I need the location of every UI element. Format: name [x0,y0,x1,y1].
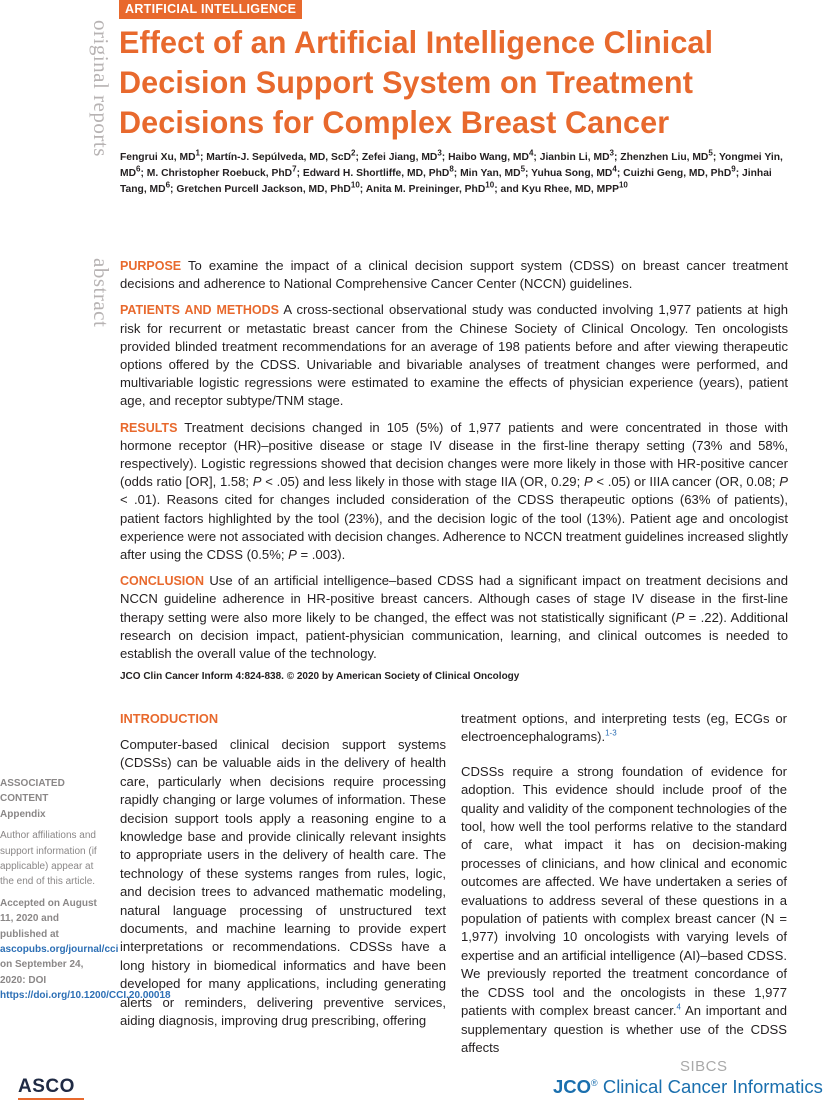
author-name: Kyu Rhee, MD, MPP$^{10}$ [521,180,628,195]
results-text-8: = .003). [296,547,346,563]
abstract-purpose [120,257,788,293]
author-name: Jinhai Tang, $MD^6$; [120,168,772,195]
asco-logo [18,1076,84,1100]
author-affiliation: 5 [520,164,526,174]
author-name: Haibo Wang, $MD^4$; [448,148,537,163]
watermark: SIBCS [680,1058,728,1075]
abstract-conclusion [120,572,788,663]
results-text-4: < .05) or IIIA cancer (OR, 0.08; [592,474,780,490]
abstract-methods [120,301,788,410]
author-name: Yongmei Yin, $MD^6$; [120,152,783,179]
journal-logo [553,1076,823,1098]
author-name: M. Christopher Roebuck, PhD$^7$; [146,164,300,179]
appendix-note: Author affiliations and support information (if applicable) appear at the end of this article. [0,830,97,888]
introduction-heading: INTRODUCTION [120,711,219,726]
author-name: Jianbin Li, $MD^3$; [539,148,618,163]
p-symbol: P [779,474,789,490]
journal-abbrev: JCO [553,1076,592,1097]
author-affiliation: 7 [292,164,297,174]
registered-icon: ® [591,1077,598,1088]
accepted-text: Accepted on August 11, 2020 and published at [0,897,97,940]
methods-label: PATIENTS AND METHODS [120,303,279,318]
abstract [120,257,788,671]
purpose-text: To examine the impact of a clinical decision support system (CDSS) on breast cancer treatment decisions and adherence to National Comprehensive Cancer Center (NCCN) guidelines. [120,258,788,292]
author-affiliation: 1 [195,148,200,158]
appendix-link[interactable]: Appendix [0,808,46,820]
purpose-label: PURPOSE [120,259,182,273]
reference-link[interactable]: 1-3 [605,729,617,739]
intro-paragraph-2-tail: An important and supplementary question is whether use of the CDSS affects [461,1003,787,1055]
author-conjunction: and [500,184,522,195]
author-name: Min Yan, $MD^5$; [460,164,529,179]
author-affiliation: 4 [528,148,534,158]
author-name: Gretchen Purcell Jackson, MD, PhD$^{10}$; [176,180,364,195]
author-affiliation: 4 [612,164,617,174]
conclusion-label: CONCLUSION [120,574,205,589]
author-affiliation: 3 [437,148,442,158]
p-symbol: P [583,474,593,490]
author-name: Edward H. Shortliffe, MD, PhD$^8$; [302,164,458,179]
author-affiliation: 9 [731,164,736,174]
author-list [120,150,788,198]
vertical-label-abstract: abstract [89,258,113,328]
intro-paragraph-2 [461,763,787,1058]
author-affiliation: 2 [351,148,356,158]
results-text-0: Treatment decisions changed in 105 (5%) of 1,977 patients and were concentrated in those with hormone receptor (HR)–positive disease or stage IV disease in the first-line therapy setting (73% and 58%, respectively). Logistic regressions showed that decision changes were more likely in those with HR-positive cancer (odds ratio [OR], 1.58; [120,419,788,490]
author-name: Cuizhi Geng, MD, PhD$^9$; [623,164,740,179]
p-symbol: P [675,609,685,625]
intro-paragraph-2-text: CDSSs require a strong foundation of evidence for adoption. This evidence should include proof of the quality and validity of the component technologies of the tool, how well the tool performs relative to the standard of care, what impact it has on decision-making processes of clinicians, and how clinical and economic outcomes are affected. We have undertaken a series of evaluations to address several of these questions in a population of patients with complex breast cancer (N = 1,977) involving 10 oncologists with varying levels of expertise and an artificial intelligence (AI)–based CDSS. We previously reported the treatment concordance of the CDSS tool and the oncologists in these 1,977 patients with complex breast cancer. [461,763,787,1019]
methods-text: A cross-sectional observational study was conducted involving 1,977 patients at high risk for recurrent or metastatic breast cancer from the Chinese Society of Clinical Oncology. Ten oncologists provided blinded treatment recommendations for an average of 198 patients before and after viewing therapeutic options offered by the CDSS. Univariable and bivariable analyses of treatment changes were performed, and multivariable logistic regressions were estimated to examine the effects of physician experience (years), patient age, and receptor subtype/TNM stage. [120,302,789,409]
author-affiliation: 5 [708,148,713,158]
author-name: Zhenzhen Liu, $MD^5$; [620,148,717,163]
conclusion-text-0: Use of an artificial intelligence–based CDSS had a significant impact on treatment decisions and NCCN guideline adherence in HR-positive breast cancers. Although cases of stage IV disease in the first-line therapy setting were also more likely to be changed, the effect was not statistically significant ( [120,573,789,625]
author-affiliation: 10 [618,180,628,190]
abstract-results [120,419,788,565]
results-text-2: < .05) and less likely in those with stage IIA (OR, 0.29; [261,474,584,490]
vertical-label-original-reports: original reports [89,20,113,157]
author-name: Yuhua Song, $MD^4$; [531,164,621,179]
author-name: Anita M. Preininger, PhD$^{10}$; [365,180,498,195]
published-text: on September 24, 2020: DOI [0,959,84,986]
doi-link[interactable]: https://doi.org/10.1200/CCI.20.00018 [0,990,171,1002]
section-tag: ARTIFICIAL INTELLIGENCE [119,0,302,19]
body-column-left [120,736,446,1031]
author-affiliation: 10 [485,180,495,190]
article-title: Effect of an Artificial Intelligence Clinical Decision Support System on Treatment Decisions for Complex Breast Cancer [119,24,714,140]
results-text-6: < .01). Reasons cited for changes included consideration of the CDSS therapeutic options (63% of patients), patient factors highlighted by the tool (23%), and the decision logic of the tool (13%). Patient age and oncologist experience were not associated with decision changes. Adherence to NCCN treatment guidelines increased slightly after using the CDSS (0.5%; [120,492,788,563]
author-affiliation: 10 [350,180,360,190]
author-affiliation: 6 [165,180,171,190]
author-affiliation: 3 [609,148,614,158]
author-name: Zefei Jiang, $MD^3$; [361,148,446,163]
p-symbol: P [252,474,262,490]
conclusion-text-2: = .22). Additional research on decision impact, patient-physician communication, learning, and clinical outcomes is needed to establish the overall value of the technology. [120,609,788,662]
p-symbol: P [288,547,297,563]
publication-link[interactable]: ascopubs.org/journal/cci [0,944,119,956]
author-affiliation: 6 [136,164,141,174]
body-column-right [461,710,787,1073]
author-affiliation: 8 [449,164,454,174]
journal-name: Clinical Cancer Informatics [602,1076,823,1097]
sidebar-associated-content [0,776,171,1010]
journal-citation: JCO Clin Cancer Inform 4:824-838. © 2020 by American Society of Clinical Oncology [120,671,520,682]
results-label: RESULTS [120,420,178,435]
intro-continued-text: treatment options, and interpreting tests (eg, ECGs or electroencephalograms). [461,711,787,745]
asco-logo-text: ASCO [18,1076,75,1097]
intro-paragraph-continued [461,710,787,747]
author-name: Fengrui Xu, $MD^1$; [120,148,204,163]
reference-link[interactable]: 4 [676,1002,681,1012]
associated-content-heading: ASSOCIATED CONTENT [0,778,65,805]
author-name: Martín-J. Sepúlveda, MD, ScD$^2$; [206,148,359,163]
intro-paragraph-1: Computer-based clinical decision support systems (CDSSs) can be valuable aids in the delivery of health care, particularly when decisions require processing rapidly changing or large volumes of information. These decision support tools apply a reasoning engine to a knowledge base and provide clinically relevant insights to appropriate users in the delivery of health care. The technology of these systems ranges from rules, logic, and decision trees to advanced mathematic modeling, natural language processing of unstructured text documents, and machine learning to provide expert interpretations or recommendations. CDSSs have a long history in biomedical informatics and have been developed for many applications, including generating alerts or reminders, delivering preventive services, aiding diagnosis, improving drug prescribing, offering [120,737,446,1029]
